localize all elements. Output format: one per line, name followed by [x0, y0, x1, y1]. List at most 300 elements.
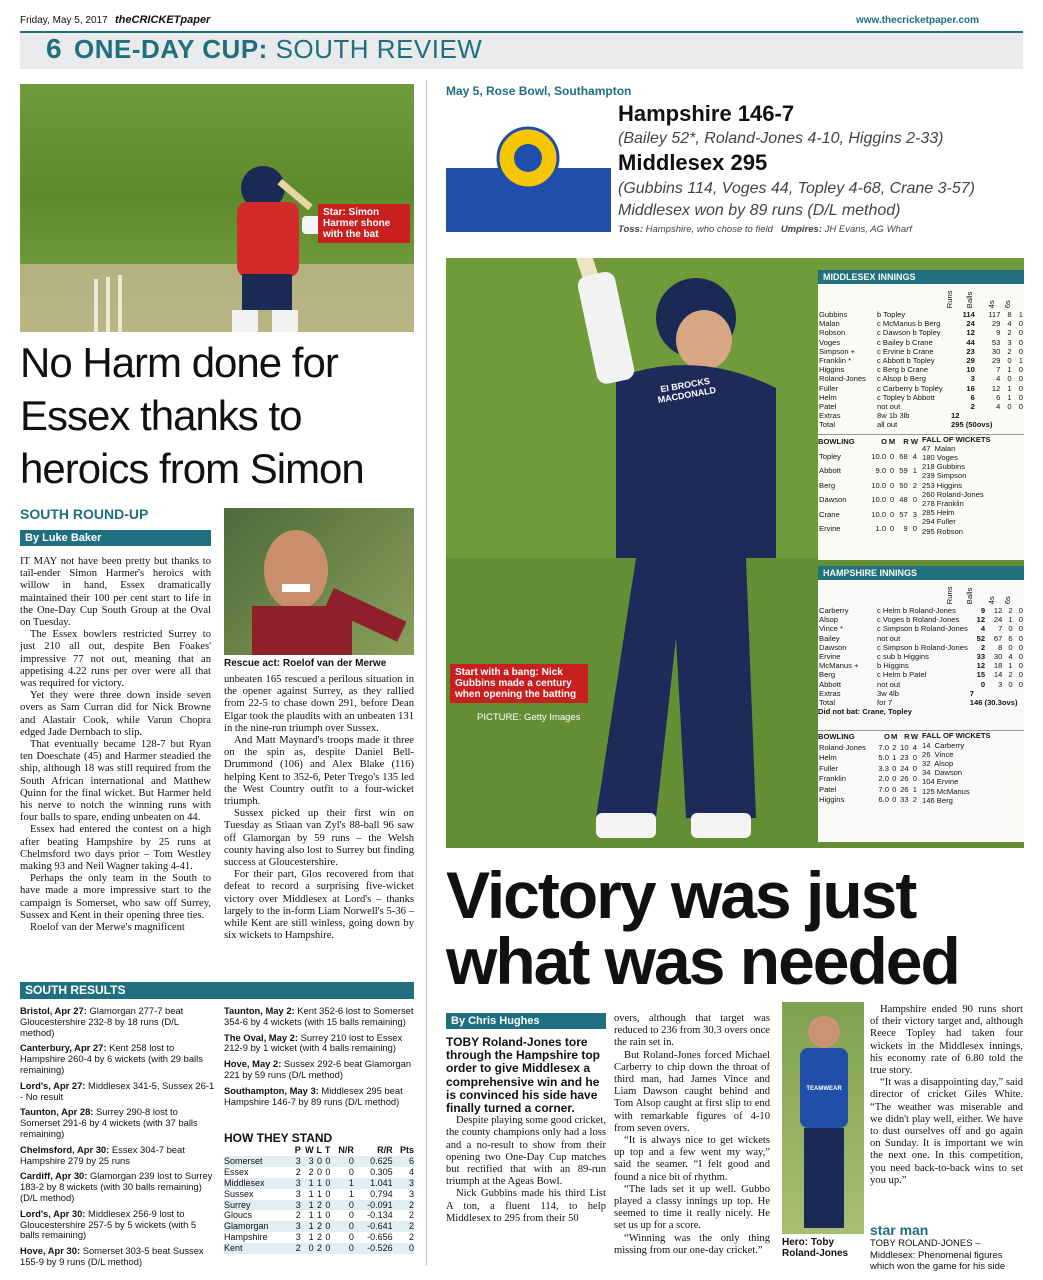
table-cell: 1 [892, 753, 897, 763]
section-title [74, 34, 482, 65]
table-cell: 0 [912, 524, 917, 534]
table-row [224, 1221, 414, 1232]
umpires-text: JH Evans, AG Wharf [824, 224, 912, 235]
paper-url[interactable]: www.thecricketpaper.com [855, 15, 979, 26]
left-para: For their part, Glos recovered from that defeat to record a surprising five-wicket victory over Middlesex at Lord's – thanks largely to the in-form Liam Norwell's 5-36 – while Kent are still winless, going down by six wickets to Hampshire. [224, 869, 414, 942]
table-cell: 26 [900, 774, 909, 784]
table-cell: 2 [308, 1166, 314, 1177]
result-text: Essex 304-7 beat Hampshire 279 by 25 runs [20, 1143, 185, 1166]
table-cell: 3 [295, 1232, 301, 1243]
round-up-kicker: SOUTH ROUND-UP [20, 506, 149, 522]
table-cell: 0.305 [370, 1166, 393, 1177]
table-cell: 0 [308, 1243, 314, 1254]
table-cell: 0.625 [370, 1155, 393, 1166]
table-cell: 0.794 [370, 1188, 393, 1199]
table-cell: 2 [892, 742, 897, 752]
result-item [20, 1107, 215, 1139]
table-cell: 0 [325, 1221, 331, 1232]
hampshire-crest [446, 104, 611, 232]
toss-label: Toss: [618, 224, 643, 235]
table-row [818, 328, 1024, 337]
table-cell: 2 [912, 480, 917, 490]
table-row [818, 411, 1024, 420]
result-venue: Bristol, Apr 27: [20, 1005, 87, 1016]
table-cell: 8 [1007, 310, 1012, 319]
table-cell: Berg [819, 670, 836, 680]
table-cell: 2 [408, 1199, 414, 1210]
table-row [818, 784, 918, 795]
fow-title: FALL OF WICKETS [922, 731, 991, 741]
left-para: That eventually became 128-7 but Ryan ten Doeschate (45) and Harmer steadied the ship, although 18 was still required from the South African international and Matthew Quinn for the final wicket. But Harmer held his nerve to notch the winning runs with four balls to spare, ending unbeaten on 44. [20, 739, 211, 824]
team2-detail: (Gubbins 114, Voges 44, Topley 4-68, Crane 3-57) [618, 180, 975, 197]
table-cell: P [294, 1145, 301, 1155]
left-article-col1 [20, 556, 211, 934]
table-cell: 5.0 [878, 753, 889, 763]
col-head-6s: 6s [1002, 595, 1012, 604]
table-cell: 0 [1018, 624, 1023, 634]
table-cell: 10 [966, 365, 975, 375]
table-cell: 29 [991, 356, 1001, 366]
table-cell: c Dawson b Topley [877, 328, 941, 338]
umpires-label: Umpires: [780, 224, 822, 235]
table-cell: c Simpson b Roland-Jones [877, 642, 968, 652]
result-text: Middlesex 256-9 lost to Gloucestershire 257-5 by 5 wickets (with 5 balls remaining) [20, 1207, 197, 1241]
hero-shirt-text: TEAMWEAR [806, 1086, 842, 1092]
table-cell: 0 [1007, 374, 1012, 384]
table-cell: 0 [1018, 392, 1023, 402]
table-cell: 0 [325, 1177, 331, 1188]
table-cell: 0 [325, 1232, 331, 1243]
table-cell: c McManus b Berg [877, 319, 941, 329]
table-cell: Abbott [819, 466, 841, 476]
fow-item: 26 Vince [922, 749, 954, 759]
result-text: Middlesex 341-5, Sussex 26-1 - No result [20, 1079, 215, 1102]
table-cell: 2 [970, 402, 975, 412]
table-cell: not out [877, 679, 901, 689]
table-cell: Berg [819, 480, 836, 490]
table-cell: 0 [316, 1155, 322, 1166]
left-para: Yet they were three down inside seven overs as Sam Curran did for Nick Browne and Alastair Cook, while Varun Chopra edged Jade Dernbach to slip. [20, 690, 211, 738]
table-cell: 1 [348, 1177, 354, 1188]
table-cell: 4 [408, 1166, 414, 1177]
result-text: Kent 258 lost to Hampshire 260-4 by 6 wickets (with 29 balls remaining) [20, 1042, 203, 1075]
table-cell: R [903, 437, 909, 447]
table-cell: 2 [316, 1221, 322, 1232]
table-row [818, 795, 918, 806]
right-article-col2 [614, 1013, 770, 1257]
fow-item: 239 Simpson [922, 471, 967, 481]
table-cell: 0 [1018, 661, 1023, 671]
result-venue: Hove, Apr 30: [20, 1245, 81, 1257]
table-cell: c Topley b Abbott [877, 392, 935, 402]
table-cell: Somerset [224, 1155, 263, 1166]
result-item [224, 1059, 414, 1081]
table-cell: 2 [980, 642, 986, 652]
table-cell: 53 [991, 337, 1001, 347]
table-cell: 1 [308, 1210, 314, 1221]
table-cell: c Berg b Crane [877, 365, 929, 375]
table-cell: Pts [399, 1145, 414, 1155]
table-cell: 0 [892, 774, 897, 784]
result-item [20, 1246, 215, 1268]
table-cell: 4 [996, 402, 1001, 412]
table-cell: 10.0 [871, 509, 887, 519]
table-cell: 0 [1018, 615, 1023, 625]
table-row [818, 624, 1024, 633]
table-cell: 1 [1007, 392, 1012, 402]
col-head-runs: Runs [944, 290, 954, 308]
table-cell: 1 [912, 466, 917, 476]
table-cell: 12 [991, 383, 1001, 393]
result-item [224, 1086, 414, 1108]
table-row [818, 319, 1024, 328]
table-cell: 0 [348, 1221, 354, 1232]
table-cell: Abbott [819, 679, 841, 689]
table-cell: 3 [295, 1155, 301, 1166]
table-cell: 23 [900, 753, 909, 763]
table-cell: 0 [1018, 365, 1023, 375]
table-cell: 0 [1018, 383, 1023, 393]
table-cell: 0 [1018, 670, 1023, 680]
table-cell: 3 [295, 1221, 301, 1232]
table-cell: not out [877, 633, 901, 643]
table-cell: Extras [819, 411, 841, 421]
table-cell: 2 [912, 795, 917, 805]
table-cell: 3.3 [878, 763, 889, 773]
table-cell: 1 [308, 1199, 314, 1210]
table-cell: 26 [900, 784, 909, 794]
result-venue: Cardiff, Apr 30: [20, 1170, 88, 1182]
table-cell: 1 [1008, 661, 1013, 671]
hx-col-heads [818, 580, 1024, 606]
table-cell: Higgins [819, 795, 845, 805]
table-cell: c Helm b Patel [877, 670, 927, 680]
table-cell: 1 [308, 1188, 314, 1199]
table-cell: c Alsop b Berg [877, 374, 926, 384]
table-cell: T [324, 1145, 331, 1155]
table-cell: R/R [377, 1145, 393, 1155]
table-cell: 1 [1008, 615, 1013, 625]
table-cell: Glamorgan [224, 1221, 269, 1232]
table-cell: 23 [966, 346, 975, 356]
table-cell: Voges [819, 337, 841, 347]
standfirst: TOBY Roland-Jones tore through the Hampshire top order to give Middlesex a comprehensive win and he is convinced his side have finally turned a corner. [446, 1035, 600, 1116]
table-row [818, 634, 1024, 643]
result-venue: Lord's, Apr 30: [20, 1207, 86, 1219]
table-cell: -0.091 [367, 1199, 393, 1210]
middlesex-bowling [818, 435, 918, 536]
table-cell: McManus + [819, 661, 859, 671]
table-header-row [224, 1145, 414, 1156]
table-cell: 68 [899, 451, 908, 461]
result-text: Glamorgan 239 lost to Surrey 183-2 by 8 wickets (with 30 balls remaining) (D/L method) [20, 1170, 213, 1203]
harmer-photo-caption: Star: Simon Harmer shone with the bat [318, 204, 410, 243]
table-cell: 67 [993, 633, 1003, 643]
table-cell: 0 [325, 1155, 331, 1166]
result-venue: Taunton, May 2: [224, 1005, 295, 1016]
result-item [224, 1006, 414, 1028]
table-cell: 48 [899, 495, 908, 505]
table-cell: 3 [912, 509, 917, 519]
table-row [818, 652, 1024, 661]
table-cell: 10.0 [871, 451, 887, 461]
table-cell: 0 [1018, 633, 1023, 643]
table-cell: Hampshire [224, 1232, 268, 1243]
table-cell: 0 [912, 495, 917, 505]
table-cell: 114 [962, 310, 975, 319]
table-cell: 12 [976, 615, 986, 625]
hampshire-scorecard [818, 566, 1024, 842]
table-cell: 30 [993, 652, 1003, 662]
table-row [818, 384, 1024, 393]
table-cell: 1.0 [875, 524, 887, 534]
table-row [818, 310, 1024, 319]
table-cell: 6 [970, 392, 975, 402]
table-cell: 44 [966, 337, 975, 347]
table-cell: W [305, 1145, 314, 1155]
table-row [818, 478, 918, 492]
hampshire-bowling [818, 731, 918, 805]
table-cell: 7.0 [878, 784, 889, 794]
table-cell: Sussex [224, 1188, 254, 1199]
fow-item: 125 McManus [922, 786, 970, 796]
table-cell: 2 [408, 1221, 414, 1232]
table-cell: 6 [1008, 633, 1013, 643]
right-para: Hampshire ended 90 runs short of their victory target and, although Reece Topley had taken four wickets in the Middlesex innings, his economy rate of 6.80 told the true story. [870, 1004, 1023, 1077]
result-text: Surrey 290-8 lost to Somerset 291-6 by 4 wickets (with 37 balls remaining) [20, 1106, 198, 1139]
table-row [818, 347, 1024, 356]
table-cell: Higgins [819, 365, 845, 375]
table-row [224, 1210, 414, 1221]
result-item [20, 1145, 215, 1167]
table-cell: Helm [819, 392, 837, 402]
table-cell: 3 [970, 374, 975, 384]
table-cell: 1 [1018, 310, 1023, 319]
star-man-text: TOBY ROLAND-JONES – Middlesex: Phenomenal figures which won the game for his side [870, 1238, 1006, 1272]
table-cell: 7 [996, 365, 1001, 375]
table-cell: O [884, 732, 890, 742]
roland-jones-illustration [782, 1002, 864, 1234]
table-cell: 24 [900, 763, 909, 773]
table-cell: 0 [348, 1155, 354, 1166]
table-cell: -0.641 [367, 1221, 393, 1232]
table-cell: 3 [295, 1188, 301, 1199]
south-results-header: SOUTH RESULTS [20, 982, 414, 999]
table-cell: 1 [316, 1210, 322, 1221]
table-cell: 57 [899, 509, 908, 519]
table-cell: 8w 1b 3lb [877, 411, 910, 421]
table-cell: Total [819, 420, 836, 430]
table-row [818, 689, 1024, 698]
table-cell: 3 [998, 679, 1003, 689]
table-cell: -0.526 [367, 1243, 393, 1254]
fow-item: 253 Higgins [922, 480, 963, 490]
table-cell: 2 [316, 1232, 322, 1243]
table-cell: Middlesex [224, 1177, 265, 1188]
table-cell: 1 [1018, 356, 1023, 366]
left-para: Roelof van der Merwe's magnificent [30, 922, 185, 934]
table-row [818, 698, 1024, 707]
table-cell: 0 [892, 784, 897, 794]
table-cell: 18 [993, 661, 1003, 671]
table-cell: 24 [966, 319, 975, 329]
table-cell: 1.041 [370, 1177, 393, 1188]
team2-score: Middlesex 295 [618, 150, 768, 175]
right-byline: By Chris Hughes [446, 1013, 606, 1029]
hampshire-batting [818, 606, 1024, 707]
fow-item: 47 Malan [922, 443, 956, 453]
fow-item: 146 Berg [922, 795, 953, 805]
right-article-col3 [870, 1004, 1023, 1187]
table-cell: Helm [819, 753, 837, 763]
table-cell: 10 [900, 742, 909, 752]
table-cell: 2 [316, 1199, 322, 1210]
page-number: 6 [46, 33, 62, 64]
table-cell: 0 [912, 753, 917, 763]
divider [426, 80, 427, 1265]
fow-item: 285 Helm [922, 508, 955, 518]
table-cell: Roland-Jones [819, 374, 866, 384]
table-cell: BOWLING [818, 732, 855, 742]
fow-item: 14 Carberry [922, 740, 965, 750]
team1-detail: (Bailey 52*, Roland-Jones 4-10, Higgins 2-33) [618, 130, 944, 147]
standings-table [224, 1145, 414, 1254]
table-cell: 9 [980, 606, 986, 615]
fow-item: 32 Alsop [922, 759, 954, 769]
table-cell: 0 [889, 451, 895, 461]
table-cell: Franklin * [819, 356, 852, 366]
table-cell: 33 [976, 652, 986, 662]
table-row [818, 356, 1024, 365]
table-cell: 0 [889, 495, 895, 505]
table-cell: 4 [912, 451, 917, 461]
table-cell: 0 [1018, 679, 1023, 689]
table-row [818, 365, 1024, 374]
table-cell: 15 [976, 670, 986, 680]
table-cell: O [881, 437, 888, 447]
table-cell: Surrey [224, 1199, 251, 1210]
fow-item: 104 Ervine [922, 777, 959, 787]
table-cell: 0 [980, 679, 986, 689]
right-para: “The lads set it up well. Gubbo played a classy innings up top. He seemed to time it really nicely. He set us up for a score. [614, 1183, 770, 1232]
table-cell: 2 [1007, 328, 1012, 338]
table-cell: Simpson + [819, 346, 856, 356]
table-cell: 9 [903, 524, 908, 534]
right-para: Despite playing some good cricket, the county champions only had a loss and a no-result to show from their opening two One-Day Cup matches but rectified that with an 89-run triumph at the Ageas Bowl. [446, 1115, 606, 1188]
fow-item: 180 Voges [922, 453, 958, 463]
table-row [818, 492, 918, 506]
result-text: Kent 352-6 lost to Somerset 354-6 by 4 wickets (with 15 balls remaining) [224, 1005, 414, 1027]
table-cell: 10.0 [871, 495, 887, 505]
table-cell: c Ervine b Crane [877, 346, 934, 356]
section-title-light: SOUTH REVIEW [275, 34, 483, 64]
table-cell: 7.0 [878, 742, 889, 752]
table-cell: Patel [819, 402, 837, 412]
hampshire-innings-title: HAMPSHIRE INNINGS [818, 566, 1024, 580]
table-cell: Patel [819, 784, 837, 794]
table-cell: Alsop [819, 615, 838, 625]
result-item [20, 1171, 215, 1203]
middlesex-batting [818, 310, 1024, 430]
result-text: Surrey 210 lost to Essex 212-9 by 1 wicket (with 4 balls remaining) [224, 1031, 403, 1054]
table-row [818, 449, 918, 463]
table-cell: 0 [325, 1199, 331, 1210]
table-cell: 1 [308, 1221, 314, 1232]
table-cell: 0 [325, 1166, 331, 1177]
table-row [818, 742, 918, 753]
main-headline: Victory was just what was needed [446, 858, 959, 998]
table-cell: Roland-Jones [819, 742, 866, 752]
table-cell: 146 (30.3ovs) [969, 698, 1018, 708]
table-cell: 7 [969, 688, 974, 698]
table-cell: b Higgins [877, 661, 909, 671]
table-row [818, 338, 1024, 347]
table-row [224, 1200, 414, 1211]
table-cell: 0 [1007, 356, 1012, 366]
table-cell: Fuller [819, 763, 838, 773]
table-cell: W [910, 437, 918, 447]
right-para: “Winning was the only thing missing from our one-day cricket.” [614, 1232, 770, 1256]
table-cell: 59 [899, 466, 908, 476]
table-cell: 24 [993, 615, 1003, 625]
right-para: “It was a disappointing day,” said director of cricket Giles White. “The weather was miserable and we didn't play well, either. We have to dust ourselves off and go again on Sunday. It is important we win the next one. In this competition, you need back-to-back wins to set you up.” [870, 1077, 1023, 1186]
table-cell: -0.656 [367, 1232, 393, 1243]
table-row [818, 374, 1024, 383]
table-cell: c Bailey b Crane [877, 337, 933, 347]
van-der-merwe-caption: Rescue act: Roelof van der Merwe [224, 658, 387, 669]
table-cell: 0 [1008, 679, 1013, 689]
table-cell: Total [819, 698, 836, 708]
photo-credit: PICTURE: Getty Images [477, 712, 581, 723]
table-row [818, 670, 1024, 679]
table-cell: 0 [912, 763, 917, 773]
table-cell: 4 [996, 374, 1001, 384]
team1-score: Hampshire 146-7 [618, 101, 795, 126]
right-para: overs, although that target was reduced to 236 from 30.3 overs once the rain set in. [614, 1013, 770, 1049]
table-cell: 12 [966, 328, 975, 338]
table-row [224, 1232, 414, 1243]
table-cell: 0 [348, 1243, 354, 1254]
table-cell: Gubbins [819, 310, 848, 319]
toss-text: Hampshire, who chose to field [645, 224, 773, 235]
table-cell: 0 [325, 1188, 331, 1199]
table-cell: 1 [1007, 383, 1012, 393]
table-row [224, 1178, 414, 1189]
table-cell: 0 [889, 480, 895, 490]
table-cell: c sub b Higgins [877, 652, 929, 662]
table-cell [224, 1145, 292, 1156]
table-row [818, 507, 918, 521]
table-cell: 50 [899, 480, 908, 490]
result-item [20, 1081, 215, 1103]
table-row [818, 615, 1024, 624]
star-man-label: star man [870, 1222, 929, 1238]
table-cell: Vince * [819, 624, 843, 634]
left-headline: No Harm done for Essex thanks to heroics from Simon [20, 339, 364, 492]
result-venue: Hove, May 2: [224, 1058, 282, 1070]
table-cell: Kent [224, 1243, 243, 1254]
table-cell: 4 [1008, 652, 1013, 662]
table-cell: 2 [1008, 670, 1013, 680]
table-cell: 52 [976, 633, 986, 643]
table-cell: 0 [1008, 624, 1013, 634]
table-cell: 29 [991, 319, 1001, 329]
table-cell: Carberry [819, 606, 849, 615]
table-cell: 6 [408, 1155, 414, 1166]
roland-jones-photo [782, 1002, 864, 1234]
table-row [818, 464, 918, 478]
match-result: Middlesex won by 89 runs (D/L method) [618, 202, 901, 219]
